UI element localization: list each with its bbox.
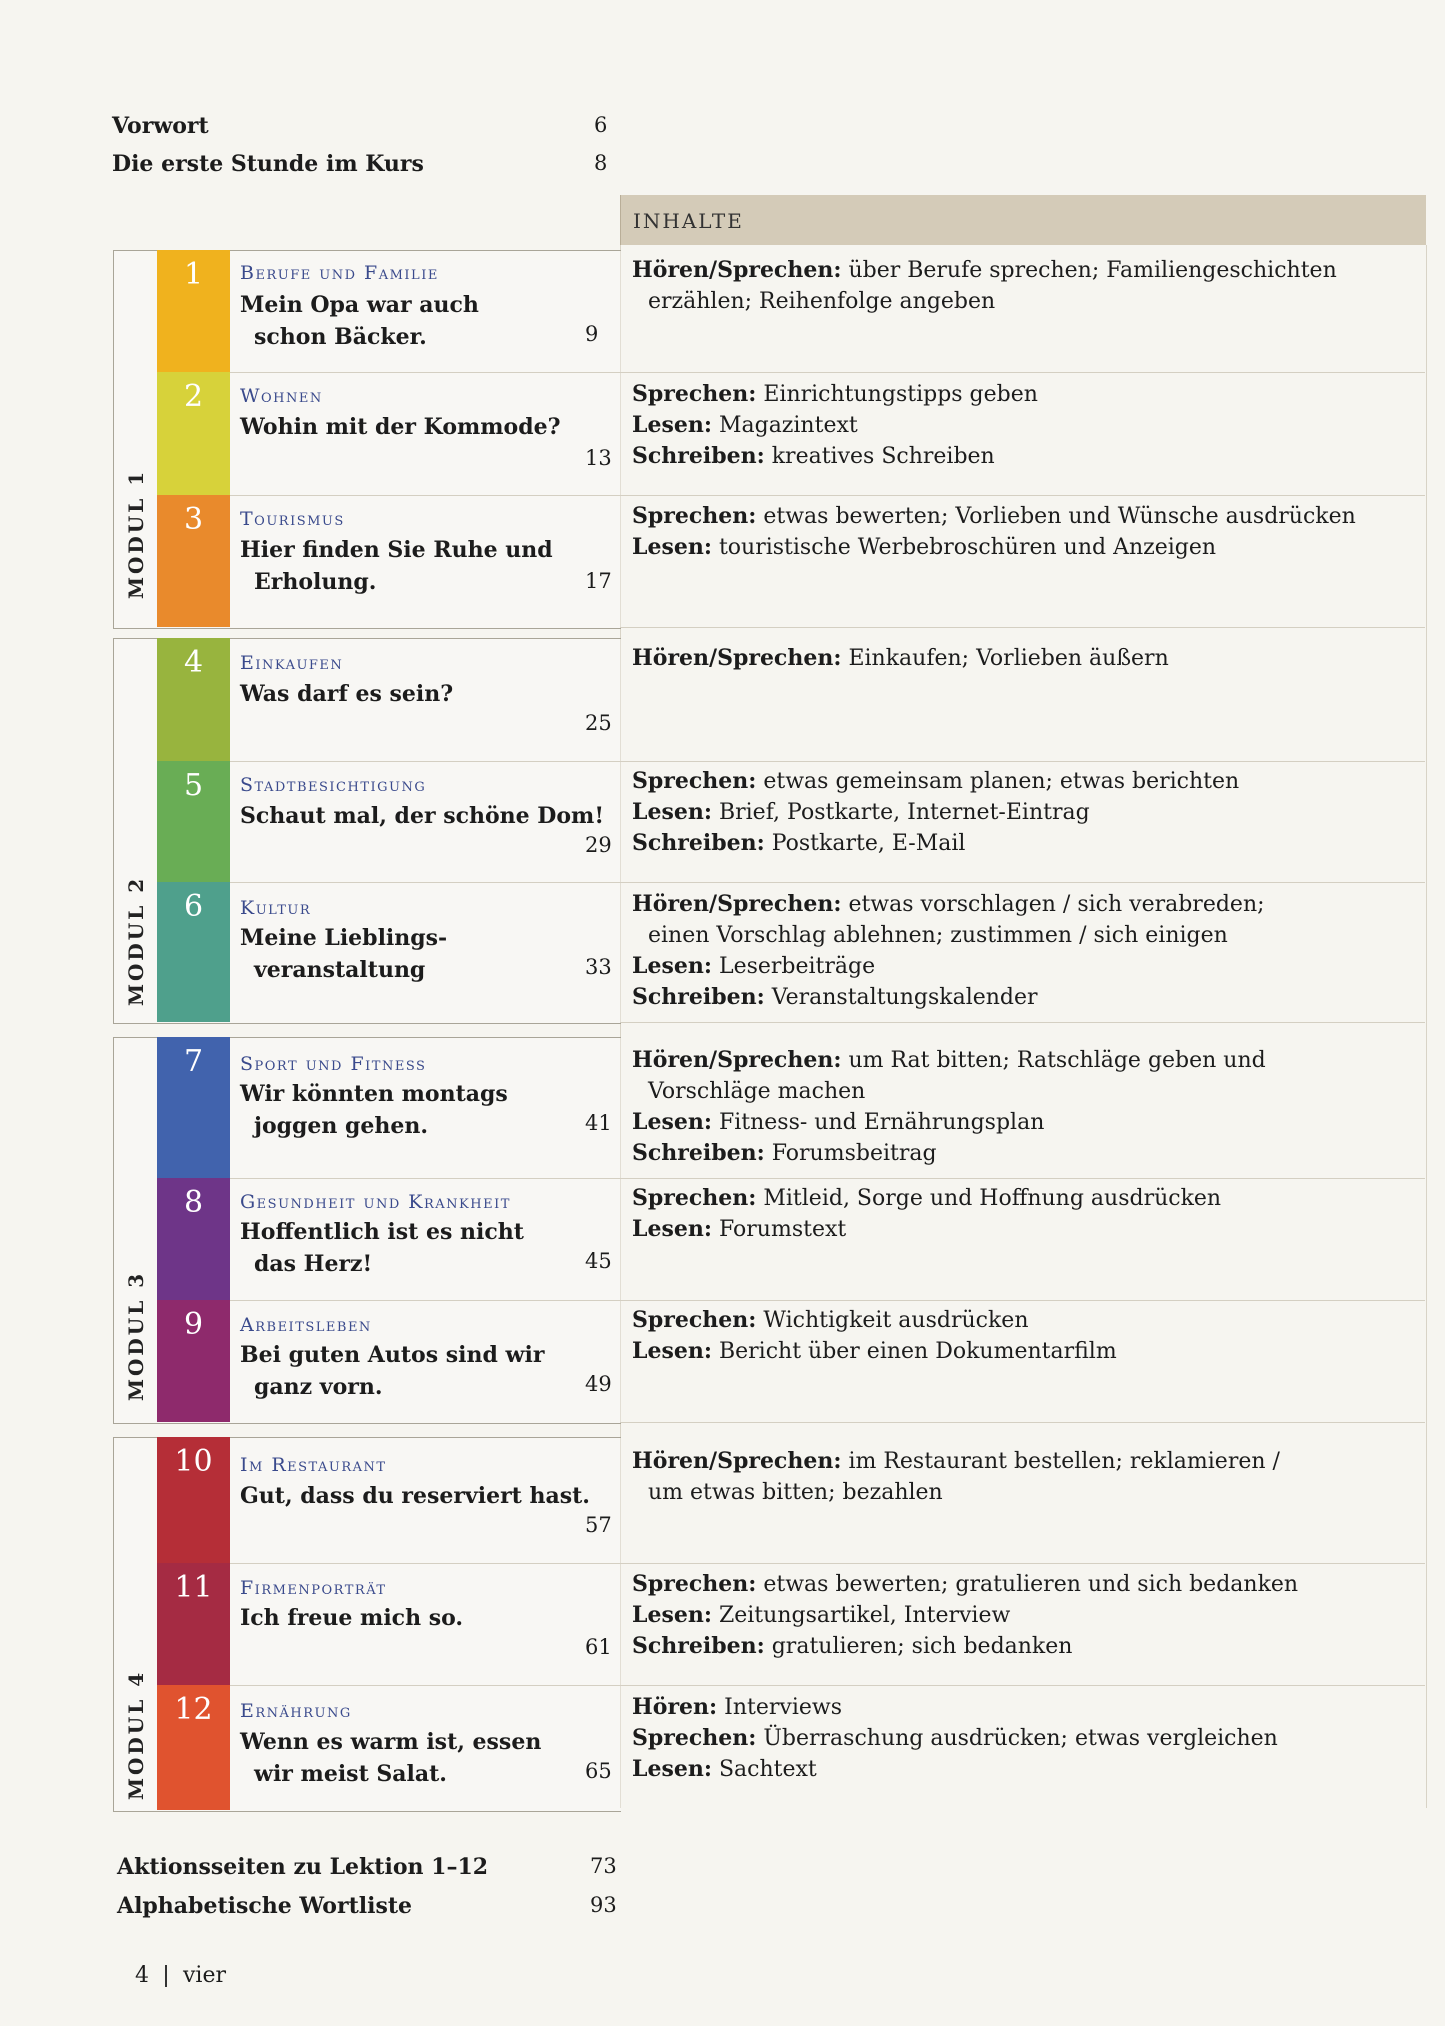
lesson-4-content: Hören/Sprechen: Einkaufen; Vorlieben äußern <box>632 645 1169 671</box>
lesson-11-number: 11 <box>174 1570 213 1605</box>
lesson-5-page: 29 <box>585 833 612 857</box>
lesson-1-number: 1 <box>183 257 204 292</box>
separator <box>620 1022 1425 1023</box>
lesson-9-content: Sprechen: Wichtigkeit ausdrücken Lesen: Bericht über einen Dokumentarfilm <box>632 1307 1117 1364</box>
lesson-4-number: 4 <box>183 645 204 680</box>
wortliste-page: 93 <box>590 1893 617 1917</box>
separator <box>230 1685 1425 1686</box>
lesson-7-header: Sport und Fitness <box>240 1053 427 1075</box>
separator <box>230 372 1425 373</box>
lesson-8-header: Gesundheit und Krankheit <box>240 1191 511 1213</box>
lesson-11-title[interactable]: Ich freue mich so. <box>240 1605 464 1631</box>
lesson-3-page: 17 <box>585 569 612 593</box>
lesson-9-header: Arbeitsleben <box>240 1314 372 1336</box>
lesson-6-header: Kultur <box>240 897 312 919</box>
lesson-6-title[interactable]: Meine Lieblings- veranstaltung <box>240 925 448 983</box>
page-word: vier <box>183 1963 227 1988</box>
separator <box>230 1300 1425 1301</box>
lesson-12-header: Ernährung <box>240 1700 352 1722</box>
lesson-4-header: Einkaufen <box>240 652 344 674</box>
footer-divider <box>165 1965 167 1987</box>
lesson-1-title[interactable]: Mein Opa war auch schon Bäcker. <box>240 292 479 350</box>
inhalte-header-label: INHALTE <box>633 209 744 233</box>
lesson-7-number: 7 <box>183 1044 204 1079</box>
module-1-label: MODUL 1 <box>124 468 149 599</box>
lesson-6-page: 33 <box>585 955 612 979</box>
lesson-12-page: 65 <box>585 1759 612 1783</box>
page-number: 4 <box>135 1963 149 1988</box>
lesson-4-title[interactable]: Was darf es sein? <box>240 681 454 707</box>
lesson-12-content: Hören: Interviews Sprechen: Überraschung ausdrücken; etwas vergleichen Lesen: Sachtext <box>632 1694 1278 1782</box>
lesson-7-content: Hören/Sprechen: um Rat bitten; Ratschläge geben und Vorschläge machen Lesen: Fitness- und Ernährungsplan Schreiben: Forumsbeitrag <box>632 1047 1266 1166</box>
lesson-7-page: 41 <box>585 1111 612 1135</box>
lesson-5-content: Sprechen: etwas gemeinsam planen; etwas berichten Lesen: Brief, Postkarte, Internet-Eintrag Schreiben: Postkarte, E-Mail <box>632 768 1240 856</box>
lesson-2-header: Wohnen <box>240 385 323 407</box>
lesson-11-page: 61 <box>585 1635 612 1659</box>
module-4-label: MODUL 4 <box>124 1669 149 1801</box>
lesson-3-number: 3 <box>183 502 204 537</box>
lesson-9-page: 49 <box>585 1372 612 1396</box>
lesson-5-title[interactable]: Schaut mal, der schöne Dom! <box>240 803 604 829</box>
lesson-1-header: Berufe und Familie <box>240 262 439 284</box>
separator <box>230 495 1425 496</box>
vorwort-label[interactable]: Vorwort <box>112 113 209 139</box>
lesson-8-number: 8 <box>183 1185 204 1220</box>
separator <box>620 1422 1425 1423</box>
lesson-12-title[interactable]: Wenn es warm ist, essen wir meist Salat. <box>240 1729 542 1787</box>
lesson-10-header: Im Restaurant <box>240 1454 387 1476</box>
lesson-2-content: Sprechen: Einrichtungstipps geben Lesen: Magazintext Schreiben: kreatives Schreiben <box>632 381 1038 469</box>
aktionsseiten-label[interactable]: Aktionsseiten zu Lektion 1–12 <box>117 1854 489 1880</box>
aktionsseiten-page: 73 <box>590 1854 617 1878</box>
lesson-8-title[interactable]: Hoffentlich ist es nicht das Herz! <box>240 1219 524 1277</box>
lesson-6-number: 6 <box>183 889 204 924</box>
lesson-8-content: Sprechen: Mitleid, Sorge und Hoffnung ausdrücken Lesen: Forumstext <box>632 1185 1222 1242</box>
separator <box>230 882 1425 883</box>
vorwort-page: 6 <box>594 113 608 137</box>
lesson-5-number: 5 <box>183 768 204 803</box>
module-2-label: MODUL 2 <box>124 875 149 1007</box>
lesson-10-content: Hören/Sprechen: im Restaurant bestellen; reklamieren / um etwas bitten; bezahlen <box>632 1448 1280 1505</box>
lesson-9-title[interactable]: Bei guten Autos sind wir ganz vorn. <box>240 1342 545 1400</box>
lesson-7-title[interactable]: Wir könnten montags joggen gehen. <box>240 1081 508 1139</box>
module-3-label: MODUL 3 <box>124 1270 149 1402</box>
lesson-3-header: Tourismus <box>240 508 345 530</box>
lesson-11-content: Sprechen: etwas bewerten; gratulieren und sich bedanken Lesen: Zeitungsartikel, Interview Schreiben: gratulieren; sich bedanken <box>632 1571 1299 1659</box>
lesson-10-title[interactable]: Gut, dass du reserviert hast. <box>240 1483 590 1509</box>
inhalte-header <box>620 195 1426 245</box>
lesson-5-header: Stadtbesichtigung <box>240 774 427 796</box>
separator <box>230 761 1425 762</box>
lesson-10-number: 10 <box>174 1444 213 1479</box>
lesson-12-number: 12 <box>174 1692 213 1727</box>
separator <box>230 1178 1425 1179</box>
lesson-2-number: 2 <box>183 379 204 414</box>
lesson-2-title[interactable]: Wohin mit der Kommode? <box>240 414 561 440</box>
lesson-3-title[interactable]: Hier finden Sie Ruhe und Erholung. <box>240 537 553 595</box>
lesson-1-page: 9 <box>585 322 599 346</box>
lesson-1-content: Hören/Sprechen: über Berufe sprechen; Familiengeschichten erzählen; Reihenfolge angeben <box>632 257 1337 314</box>
lesson-2-page: 13 <box>585 446 612 470</box>
lesson-11-header: Firmenporträt <box>240 1577 387 1599</box>
lesson-4-page: 25 <box>585 711 612 735</box>
lesson-9-number: 9 <box>183 1307 204 1342</box>
erste-stunde-label[interactable]: Die erste Stunde im Kurs <box>112 151 424 177</box>
lesson-8-page: 45 <box>585 1249 612 1273</box>
lesson-6-content: Hören/Sprechen: etwas vorschlagen / sich verabreden; einen Vorschlag ablehnen; zustimmen / sich einigen Lesen: Leserbeiträge Schreiben: Veranstaltungskalender <box>632 891 1265 1010</box>
page-footer <box>135 1963 226 1988</box>
wortliste-label[interactable]: Alphabetische Wortliste <box>117 1893 412 1919</box>
lesson-10-page: 57 <box>585 1513 612 1537</box>
separator <box>620 627 1425 628</box>
separator <box>230 1563 1425 1564</box>
lesson-3-content: Sprechen: etwas bewerten; Vorlieben und Wünsche ausdrücken Lesen: touristische Werbebroschüren und Anzeigen <box>632 503 1356 560</box>
erste-stunde-page: 8 <box>594 151 608 175</box>
